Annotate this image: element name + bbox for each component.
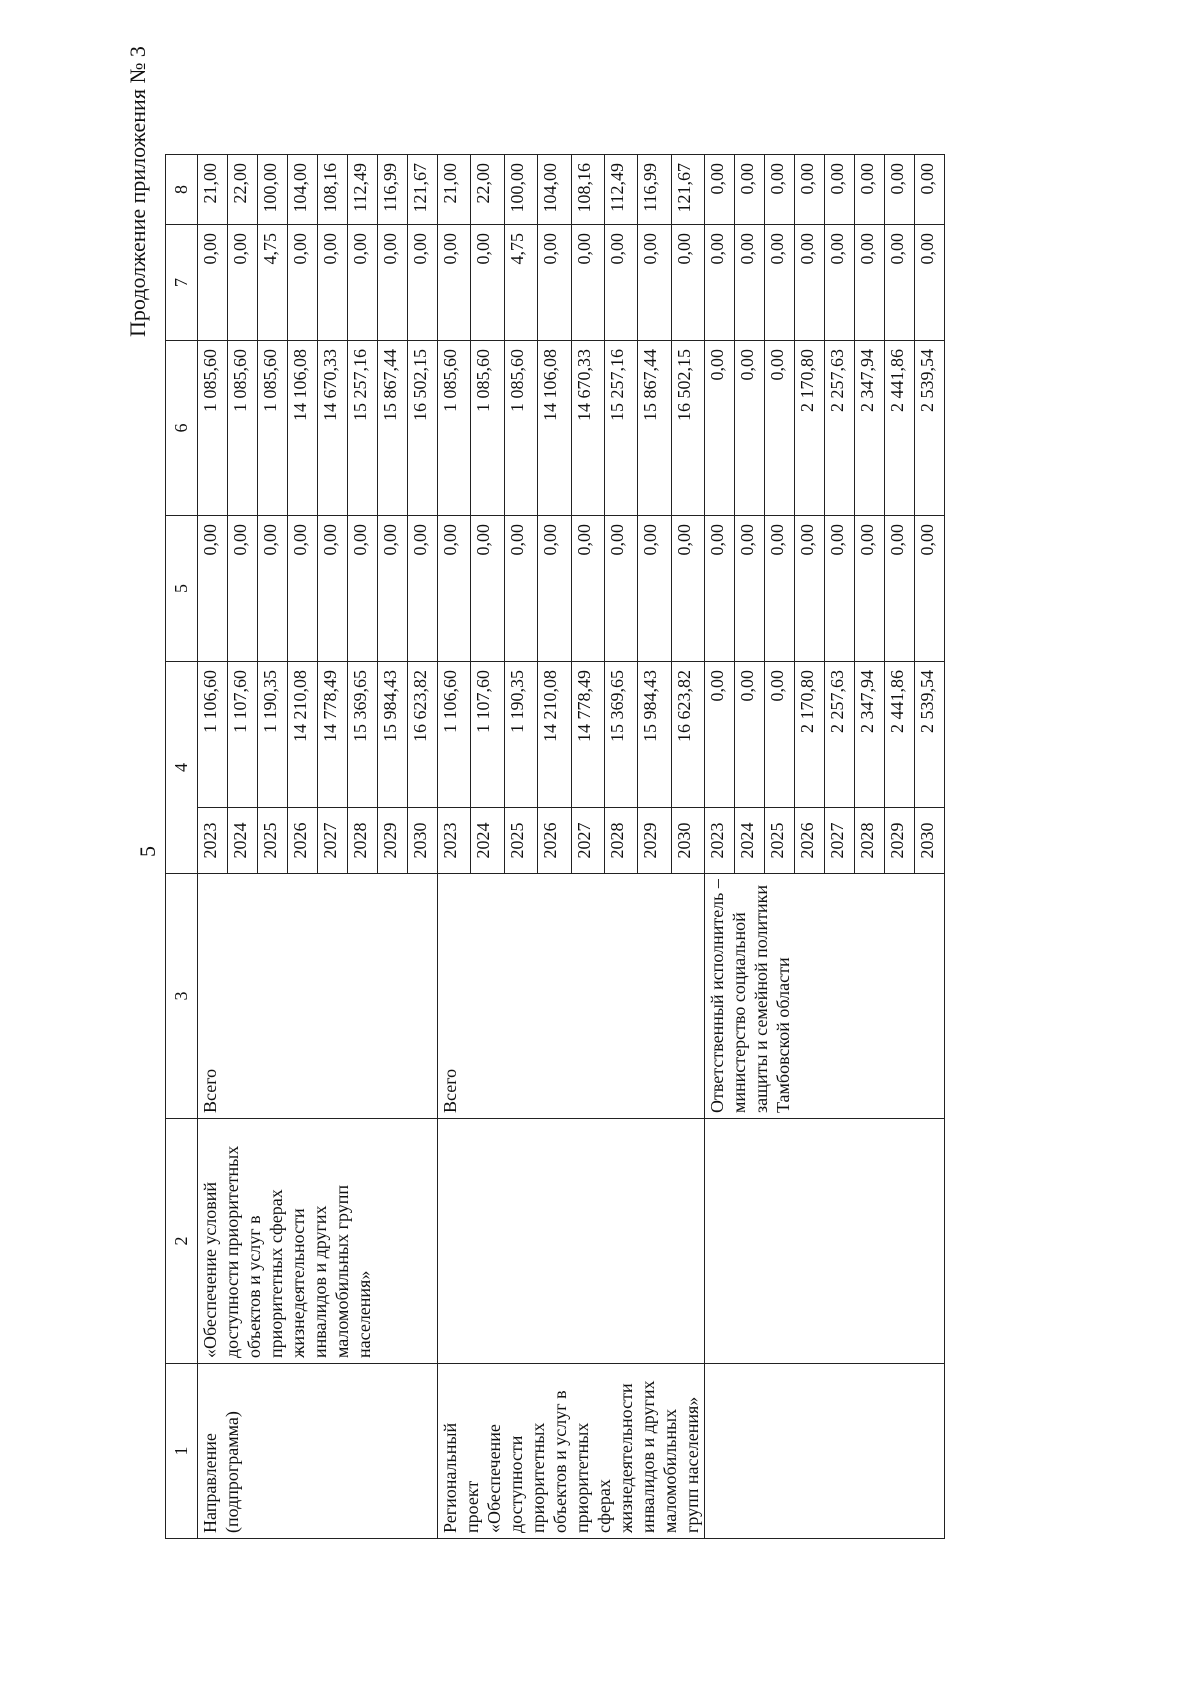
total-cell: 2 170,80: [795, 662, 825, 808]
column-8-cell: 0,00: [885, 155, 915, 225]
column-8-cell: 108,16: [318, 155, 348, 225]
column-7-cell: 0,00: [318, 225, 348, 341]
column-5-cell: 0,00: [258, 516, 288, 662]
column-6-cell: 1 085,60: [228, 341, 258, 516]
column-6-cell: 15 867,44: [638, 341, 671, 516]
header-cell-5: 5: [166, 516, 198, 662]
column-8-cell: 0,00: [825, 155, 855, 225]
rotated-landscape-sheet: [0, 46, 1200, 1697]
header-cell-4: 4: [166, 662, 198, 874]
column-8-cell: 100,00: [258, 155, 288, 225]
column-6-cell: 2 170,80: [795, 341, 825, 516]
column-5-cell: 0,00: [408, 516, 438, 662]
column-6-cell: 16 502,15: [408, 341, 438, 516]
total-cell: 14 778,49: [571, 662, 604, 808]
group-3-column-1-cell: [705, 1364, 945, 1539]
column-5-cell: 0,00: [288, 516, 318, 662]
column-5-cell: 0,00: [604, 516, 637, 662]
column-7-cell: 0,00: [438, 225, 471, 341]
column-6-cell: 2 539,54: [915, 341, 945, 516]
header-cell-8: 8: [166, 155, 198, 225]
year-cell: 2024: [471, 808, 504, 874]
group-1-column-1-cell: Направление (подпрограмма): [198, 1364, 438, 1539]
group-1-column-2-cell: «Обеспечение условий доступности приоритетных объектов и услуг в приоритетных сферах жизнедеятельности инвалидов и других маломобильных групп населения»: [198, 1119, 438, 1364]
header-cell-6: 6: [166, 341, 198, 516]
column-6-cell: 1 085,60: [198, 341, 228, 516]
total-cell: 2 347,94: [855, 662, 885, 808]
year-cell: 2024: [735, 808, 765, 874]
total-cell: 0,00: [735, 662, 765, 808]
header-cell-7: 7: [166, 225, 198, 341]
group-2-column-3-cell: Всего: [438, 874, 705, 1119]
column-5-cell: 0,00: [504, 516, 537, 662]
table-row: [198, 155, 228, 1539]
continuation-label: Продолжение приложения № 3: [125, 46, 150, 337]
total-cell: 1 106,60: [198, 662, 228, 808]
year-cell: 2029: [638, 808, 671, 874]
column-7-cell: 0,00: [604, 225, 637, 341]
column-7-cell: 0,00: [228, 225, 258, 341]
total-cell: 1 107,60: [228, 662, 258, 808]
year-cell: 2026: [538, 808, 571, 874]
group-1-column-3-cell: Всего: [198, 874, 438, 1119]
column-7-cell: 0,00: [705, 225, 735, 341]
column-7-cell: 0,00: [885, 225, 915, 341]
total-cell: 16 623,82: [671, 662, 704, 808]
column-5-cell: 0,00: [378, 516, 408, 662]
year-cell: 2028: [348, 808, 378, 874]
total-cell: 0,00: [705, 662, 735, 808]
column-8-cell: 22,00: [228, 155, 258, 225]
column-7-cell: 4,75: [504, 225, 537, 341]
total-cell: 2 539,54: [915, 662, 945, 808]
column-6-cell: 16 502,15: [671, 341, 704, 516]
column-5-cell: 0,00: [538, 516, 571, 662]
column-6-cell: 0,00: [705, 341, 735, 516]
total-cell: 1 107,60: [471, 662, 504, 808]
column-6-cell: 1 085,60: [471, 341, 504, 516]
column-6-cell: 14 670,33: [571, 341, 604, 516]
column-5-cell: 0,00: [825, 516, 855, 662]
column-8-cell: 104,00: [288, 155, 318, 225]
year-cell: 2026: [795, 808, 825, 874]
header-cell-3: 3: [166, 874, 198, 1119]
column-6-cell: 1 085,60: [438, 341, 471, 516]
column-8-cell: 0,00: [765, 155, 795, 225]
column-7-cell: 0,00: [795, 225, 825, 341]
page-number: 5: [135, 846, 160, 857]
year-cell: 2027: [571, 808, 604, 874]
column-8-cell: 0,00: [735, 155, 765, 225]
column-5-cell: 0,00: [318, 516, 348, 662]
column-5-cell: 0,00: [228, 516, 258, 662]
year-cell: 2029: [885, 808, 915, 874]
column-8-cell: 21,00: [198, 155, 228, 225]
total-cell: 1 190,35: [504, 662, 537, 808]
year-cell: 2025: [504, 808, 537, 874]
column-8-cell: 100,00: [504, 155, 537, 225]
budget-table: [165, 154, 945, 1539]
column-8-cell: 104,00: [538, 155, 571, 225]
column-7-cell: 4,75: [258, 225, 288, 341]
column-7-cell: 0,00: [408, 225, 438, 341]
column-7-cell: 0,00: [765, 225, 795, 341]
header-cell-1: 1: [166, 1364, 198, 1539]
year-cell: 2030: [671, 808, 704, 874]
column-5-cell: 0,00: [795, 516, 825, 662]
column-6-cell: 2 257,63: [825, 341, 855, 516]
column-5-cell: 0,00: [855, 516, 885, 662]
column-8-cell: 121,67: [408, 155, 438, 225]
column-6-cell: 2 347,94: [855, 341, 885, 516]
column-6-cell: 14 670,33: [318, 341, 348, 516]
total-cell: 14 210,08: [288, 662, 318, 808]
year-cell: 2024: [228, 808, 258, 874]
column-7-cell: 0,00: [538, 225, 571, 341]
column-8-cell: 21,00: [438, 155, 471, 225]
column-7-cell: 0,00: [471, 225, 504, 341]
total-cell: 2 257,63: [825, 662, 855, 808]
column-5-cell: 0,00: [571, 516, 604, 662]
column-8-cell: 121,67: [671, 155, 704, 225]
group-3-column-2-cell: [705, 1119, 945, 1364]
column-6-cell: 2 441,86: [885, 341, 915, 516]
column-8-cell: 0,00: [915, 155, 945, 225]
header-row: [166, 155, 198, 1539]
column-7-cell: 0,00: [915, 225, 945, 341]
column-6-cell: 15 257,16: [348, 341, 378, 516]
column-8-cell: 0,00: [855, 155, 885, 225]
column-5-cell: 0,00: [885, 516, 915, 662]
total-cell: 15 369,65: [604, 662, 637, 808]
column-6-cell: 14 106,08: [538, 341, 571, 516]
column-6-cell: 15 257,16: [604, 341, 637, 516]
column-5-cell: 0,00: [765, 516, 795, 662]
total-cell: 15 984,43: [638, 662, 671, 808]
year-cell: 2026: [288, 808, 318, 874]
column-8-cell: 108,16: [571, 155, 604, 225]
column-7-cell: 0,00: [825, 225, 855, 341]
table-body: [198, 155, 945, 1539]
column-6-cell: 1 085,60: [504, 341, 537, 516]
year-cell: 2027: [318, 808, 348, 874]
column-5-cell: 0,00: [638, 516, 671, 662]
year-cell: 2023: [198, 808, 228, 874]
column-5-cell: 0,00: [915, 516, 945, 662]
table-row: [705, 155, 735, 1539]
column-8-cell: 116,99: [638, 155, 671, 225]
total-cell: 14 778,49: [318, 662, 348, 808]
column-8-cell: 112,49: [348, 155, 378, 225]
column-5-cell: 0,00: [471, 516, 504, 662]
year-cell: 2030: [408, 808, 438, 874]
column-6-cell: 0,00: [765, 341, 795, 516]
column-7-cell: 0,00: [855, 225, 885, 341]
group-2-column-2-cell: [438, 1119, 705, 1364]
column-8-cell: 0,00: [795, 155, 825, 225]
column-7-cell: 0,00: [198, 225, 228, 341]
column-7-cell: 0,00: [638, 225, 671, 341]
total-cell: 15 984,43: [378, 662, 408, 808]
total-cell: 2 441,86: [885, 662, 915, 808]
column-5-cell: 0,00: [705, 516, 735, 662]
total-cell: 14 210,08: [538, 662, 571, 808]
year-cell: 2023: [705, 808, 735, 874]
header-cell-2: 2: [166, 1119, 198, 1364]
column-5-cell: 0,00: [438, 516, 471, 662]
column-6-cell: 14 106,08: [288, 341, 318, 516]
year-cell: 2029: [378, 808, 408, 874]
total-cell: 15 369,65: [348, 662, 378, 808]
column-8-cell: 116,99: [378, 155, 408, 225]
year-cell: 2028: [855, 808, 885, 874]
column-5-cell: 0,00: [348, 516, 378, 662]
column-7-cell: 0,00: [571, 225, 604, 341]
column-5-cell: 0,00: [198, 516, 228, 662]
year-cell: 2028: [604, 808, 637, 874]
column-7-cell: 0,00: [671, 225, 704, 341]
column-6-cell: 1 085,60: [258, 341, 288, 516]
column-8-cell: 112,49: [604, 155, 637, 225]
column-6-cell: 15 867,44: [378, 341, 408, 516]
total-cell: 16 623,82: [408, 662, 438, 808]
year-cell: 2025: [765, 808, 795, 874]
column-5-cell: 0,00: [735, 516, 765, 662]
total-cell: 1 190,35: [258, 662, 288, 808]
column-7-cell: 0,00: [288, 225, 318, 341]
year-cell: 2027: [825, 808, 855, 874]
column-6-cell: 0,00: [735, 341, 765, 516]
total-cell: 0,00: [765, 662, 795, 808]
column-5-cell: 0,00: [671, 516, 704, 662]
year-cell: 2030: [915, 808, 945, 874]
group-2-column-1-cell: Региональный проект «Обеспечение доступности приоритетных объектов и услуг в приоритетных сферах жизнедеятельности инвалидов и других маломобильных групп населения»: [438, 1364, 705, 1539]
column-7-cell: 0,00: [348, 225, 378, 341]
column-8-cell: 22,00: [471, 155, 504, 225]
column-7-cell: 0,00: [735, 225, 765, 341]
year-cell: 2025: [258, 808, 288, 874]
year-cell: 2023: [438, 808, 471, 874]
group-3-column-3-cell: Ответственный исполнитель – министерство социальной защиты и семейной политики Тамбовской области: [705, 874, 945, 1119]
total-cell: 1 106,60: [438, 662, 471, 808]
table-row: [438, 155, 471, 1539]
column-8-cell: 0,00: [705, 155, 735, 225]
column-7-cell: 0,00: [378, 225, 408, 341]
